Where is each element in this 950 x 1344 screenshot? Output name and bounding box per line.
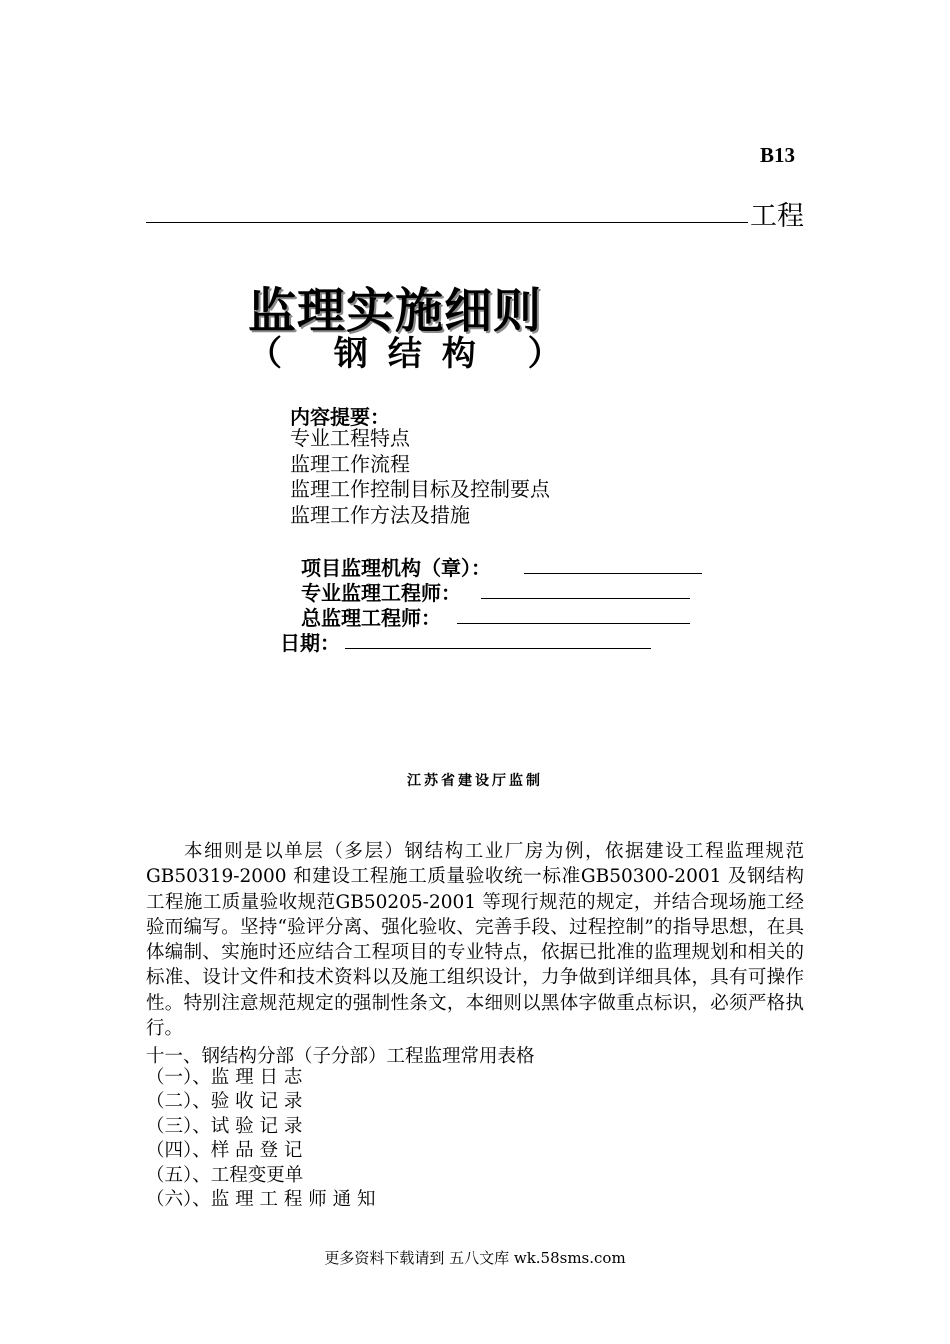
footer-note: 更多资料下载请到 五八文库 wk.58sms.com — [324, 1249, 626, 1267]
project-suffix: 工程 — [750, 201, 804, 232]
summary-item: 监理工作方法及措施 — [290, 502, 470, 527]
intro-paragraph: 本细则是以单层（多层）钢结构工业厂房为例，依据建设工程监理规范GB50319-2000 和建设工程施工质量验收统一标准GB50300-2001 及钢结构工程施工质量验收规范GB50205-2001 等现行规范的规定，并结合现场施工经验而编写。坚持“验评分离、强化验收、完善手段、过程控制”的指导思想，在具体编制、实施时还应结合工程项目的专业特点，依据已批准的监理规划和相关的标准、设计文件和技术资料以及施工组织设计，力争做到详细具体，具有可操作性。特别注意规范规定的强制性条文，本细则以黑体字做重点标识，必须严格执行。 — [146, 841, 804, 1040]
signature-line-chief — [457, 623, 690, 624]
signature-line-engineer — [481, 598, 690, 599]
summary-heading: 内容提要： — [290, 405, 390, 429]
signature-line-org — [524, 573, 702, 574]
signature-line-date — [345, 648, 651, 649]
summary-item: 专业工程特点 — [290, 426, 410, 450]
project-name-blank-line — [146, 222, 748, 223]
summary-list — [290, 426, 550, 528]
signature-label-date: 日期： — [280, 631, 340, 655]
forms-list-item: （六）、监 理 工 程 师 通 知 — [146, 1189, 376, 1211]
forms-list-item: （三）、试 验 记 录 — [146, 1115, 303, 1137]
document-code: B13 — [760, 143, 796, 167]
summary-item: 监理工作流程 — [290, 451, 410, 476]
main-title: 监理实施细则 — [248, 283, 543, 339]
forms-list-item: （四）、样 品 登 记 — [146, 1140, 303, 1162]
signature-label-chief: 总监理工程师： — [301, 606, 441, 630]
forms-list-item: （一）、监 理 日 志 — [146, 1067, 303, 1088]
signature-label-engineer: 专业监理工程师： — [301, 581, 461, 605]
summary-item: 监理工作控制目标及控制要点 — [290, 477, 550, 501]
subtitle: （ 钢结构 ） — [248, 334, 582, 374]
forms-section-title: 十一、钢结构分部（子分部）工程监理常用表格 — [146, 1046, 535, 1067]
forms-list-item: （二）、验 收 记 录 — [146, 1091, 303, 1113]
forms-list — [146, 1066, 376, 1212]
issuer-label: 江苏省建设厅监制 — [407, 773, 543, 789]
forms-list-item: （五）、工程变更单 — [146, 1164, 304, 1186]
signature-label-org: 项目监理机构（章）： — [301, 556, 491, 580]
